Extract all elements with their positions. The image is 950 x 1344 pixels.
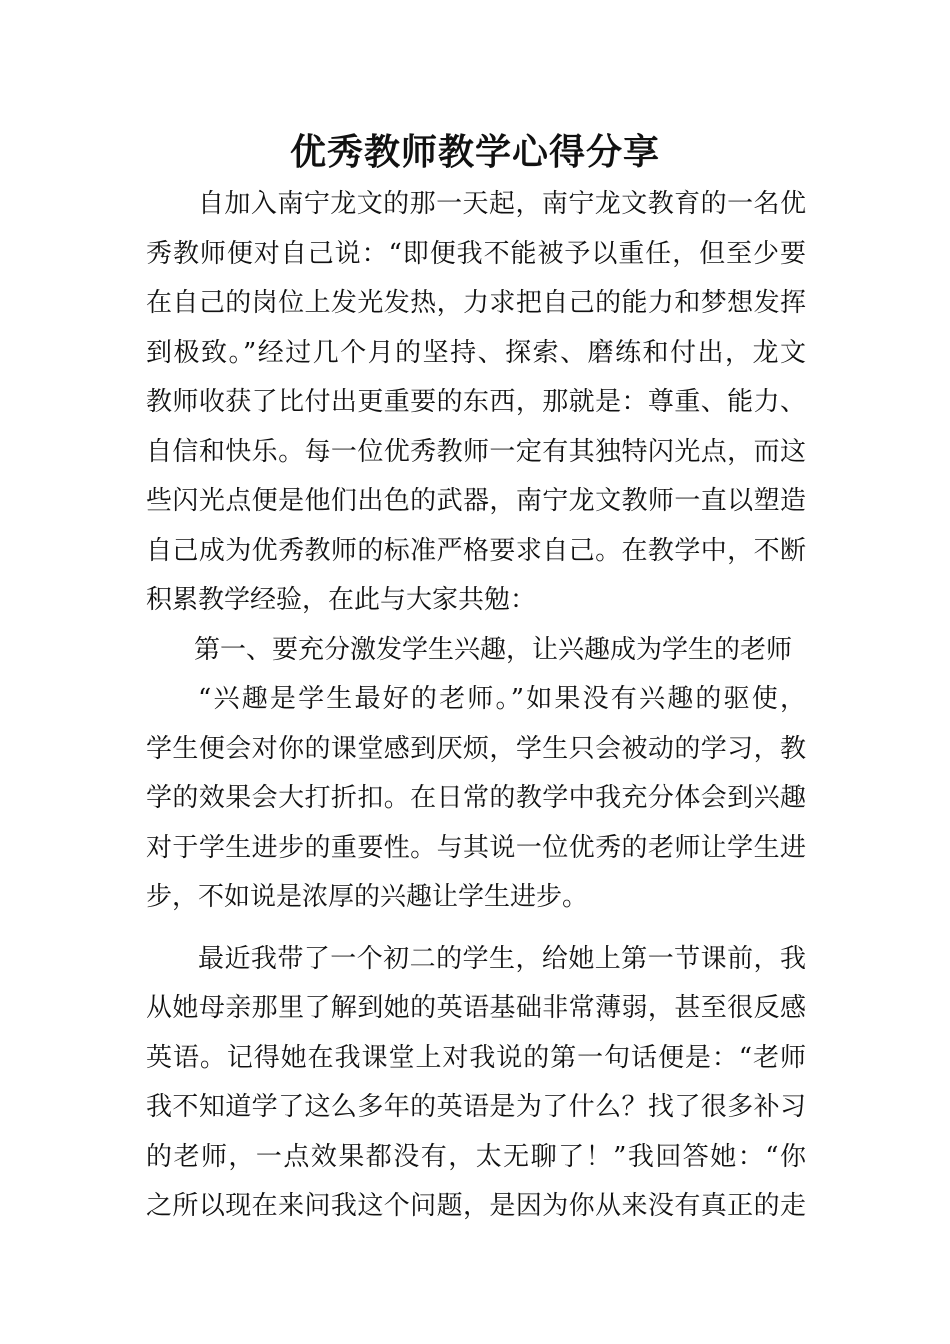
paragraph-interest <box>146 675 806 923</box>
paragraph-intro <box>146 180 806 626</box>
text-line: 自加入南宁龙文的那一天起，南宁龙文教育的一名优 <box>198 189 806 219</box>
text-line: 英语。记得她在我课堂上对我说的第一句话便是：“老师 <box>146 1042 806 1073</box>
text-line: 最近我带了一个初二的学生，给她上第一节课前，我 <box>198 943 806 974</box>
text-line: 教师收获了比付出更重要的东西，那就是：尊重、能力、 <box>146 387 806 417</box>
text-line: 对于学生进步的重要性。与其说一位优秀的老师让学生进 <box>146 832 806 863</box>
document-title: 优秀教师教学心得分享 <box>289 131 660 173</box>
text-line: 些闪光点便是他们出色的武器，南宁龙文教师一直以塑造 <box>146 486 806 516</box>
text-line: 从她母亲那里了解到她的英语基础非常薄弱，甚至很反感 <box>146 993 806 1023</box>
heading-line: 第一、要充分激发学生兴趣，让兴趣成为学生的老师 <box>194 634 793 665</box>
text-line: 积累教学经验，在此与大家共勉： <box>146 585 537 615</box>
text-line: 的老师，一点效果都没有，太无聊了！”我回答她：“你 <box>146 1141 806 1172</box>
document-body <box>146 180 806 1232</box>
text-line: 步，不如说是浓厚的兴趣让学生进步。 <box>146 882 589 912</box>
text-line: 自信和快乐。每一位优秀教师一定有其独特闪光点，而这 <box>146 436 806 467</box>
text-line: 学的效果会大打折扣。在日常的教学中我充分体会到兴趣 <box>146 783 806 813</box>
text-line: 自己成为优秀教师的标准严格要求自己。在教学中，不断 <box>146 535 806 566</box>
paragraph-gap <box>146 923 806 935</box>
section-heading <box>146 626 806 676</box>
text-line: 在自己的岗位上发光发热，力求把自己的能力和梦想发挥 <box>146 288 806 318</box>
text-line: “兴趣是学生最好的老师。”如果没有兴趣的驱使， <box>198 684 806 714</box>
text-line: 我不知道学了这么多年的英语是为了什么？找了很多补习 <box>146 1092 806 1122</box>
text-line: 学生便会对你的课堂感到厌烦，学生只会被动的学习，教 <box>146 733 806 764</box>
text-line: 秀教师便对自己说：“即便我不能被予以重任，但至少要 <box>146 238 806 269</box>
text-line: 到极致。”经过几个月的坚持、探索、磨练和付出，龙文 <box>146 337 806 368</box>
paragraph-example <box>146 935 806 1232</box>
text-line: 之所以现在来问我这个问题，是因为你从来没有真正的走 <box>146 1191 806 1221</box>
